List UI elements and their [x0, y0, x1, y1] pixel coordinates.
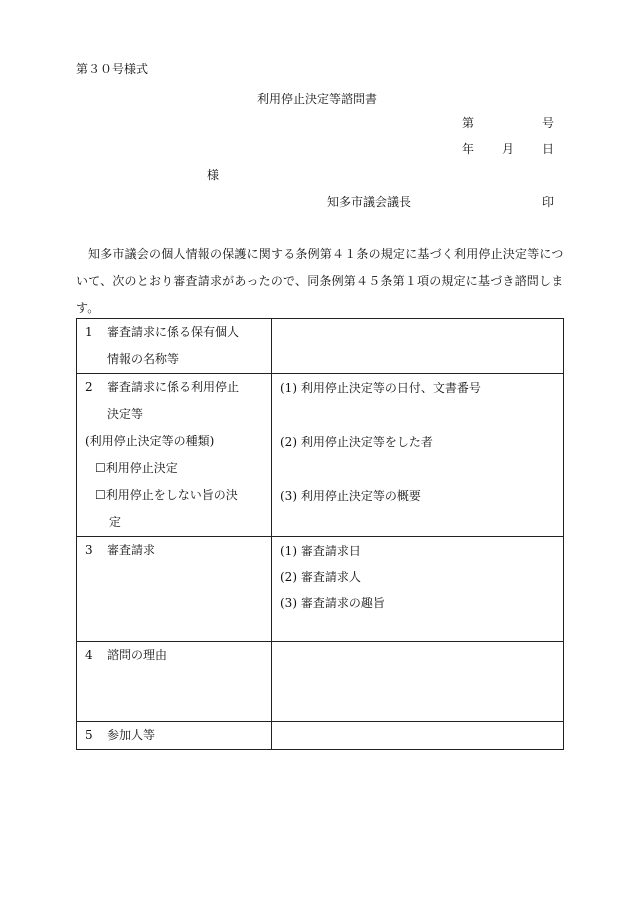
table-row [77, 374, 564, 537]
date-month: 月 [502, 142, 515, 156]
table-row [77, 642, 564, 722]
option-no-stop-decision-cont: 定 [109, 515, 122, 529]
row1-label-cont: 情報の名称等 [107, 352, 180, 366]
row3-number: 3 [85, 543, 93, 557]
addressee-suffix: 様 [207, 168, 220, 182]
row3-value-cell [272, 537, 564, 642]
option-no-stop-decision: ☐利用停止をしない旨の決 [95, 488, 238, 502]
row4-label: 諮問の理由 [107, 648, 168, 662]
date-year: 年 [462, 142, 475, 156]
option-stop-decision: ☐利用停止決定 [95, 461, 178, 475]
table-row [77, 722, 564, 750]
row4-label-cell [77, 642, 272, 722]
row1-label-cell [77, 319, 272, 374]
row2-label: 審査請求に係る利用停止 [107, 380, 240, 394]
request-table [76, 318, 564, 750]
form-number: 第３０号様式 [76, 62, 149, 76]
row4-value-cell [272, 642, 564, 722]
row1-number: 1 [85, 325, 93, 339]
date-day: 日 [542, 142, 555, 156]
row1-label: 審査請求に係る保有個人 [107, 325, 240, 339]
row1-value-cell [272, 319, 564, 374]
row2-label-cont: 決定等 [107, 407, 144, 421]
row2-item-2: (2) 利用停止決定等をした者 [280, 435, 433, 449]
row5-number: 5 [85, 728, 93, 742]
table-row [77, 537, 564, 642]
row2-value-cell [272, 374, 564, 537]
row2-type-label: (利用停止決定等の種類) [85, 434, 215, 448]
row3-item-3: (3) 審査請求の趣旨 [280, 596, 385, 610]
seal-mark: 印 [542, 195, 555, 209]
row2-number: 2 [85, 380, 93, 394]
table-row [77, 319, 564, 374]
row2-item-3: (3) 利用停止決定等の概要 [280, 489, 421, 503]
row3-item-2: (2) 審査請求人 [280, 570, 361, 584]
doc-no-prefix: 第 [462, 116, 475, 130]
row3-label-cell [77, 537, 272, 642]
doc-no-suffix: 号 [542, 116, 555, 130]
row2-label-cell [77, 374, 272, 537]
sender-name: 知多市議会議長 [327, 195, 412, 209]
row2-item-1: (1) 利用停止決定等の日付、文書番号 [280, 381, 481, 395]
row3-item-1: (1) 審査請求日 [280, 544, 361, 558]
row5-label: 参加人等 [107, 728, 156, 742]
row4-number: 4 [85, 648, 93, 662]
row5-label-cell [77, 722, 272, 750]
body-text: 知多市議会の個人情報の保護に関する条例第４１条の規定に基づく利用停止決定等について、次のとおり審査請求があったので、同条例第４５条第１項の規定に基づき諮問します。 [76, 247, 564, 315]
document-title: 利用停止決定等諮問書 [257, 92, 378, 106]
row3-label: 審査請求 [107, 543, 156, 557]
row5-value-cell [272, 722, 564, 750]
